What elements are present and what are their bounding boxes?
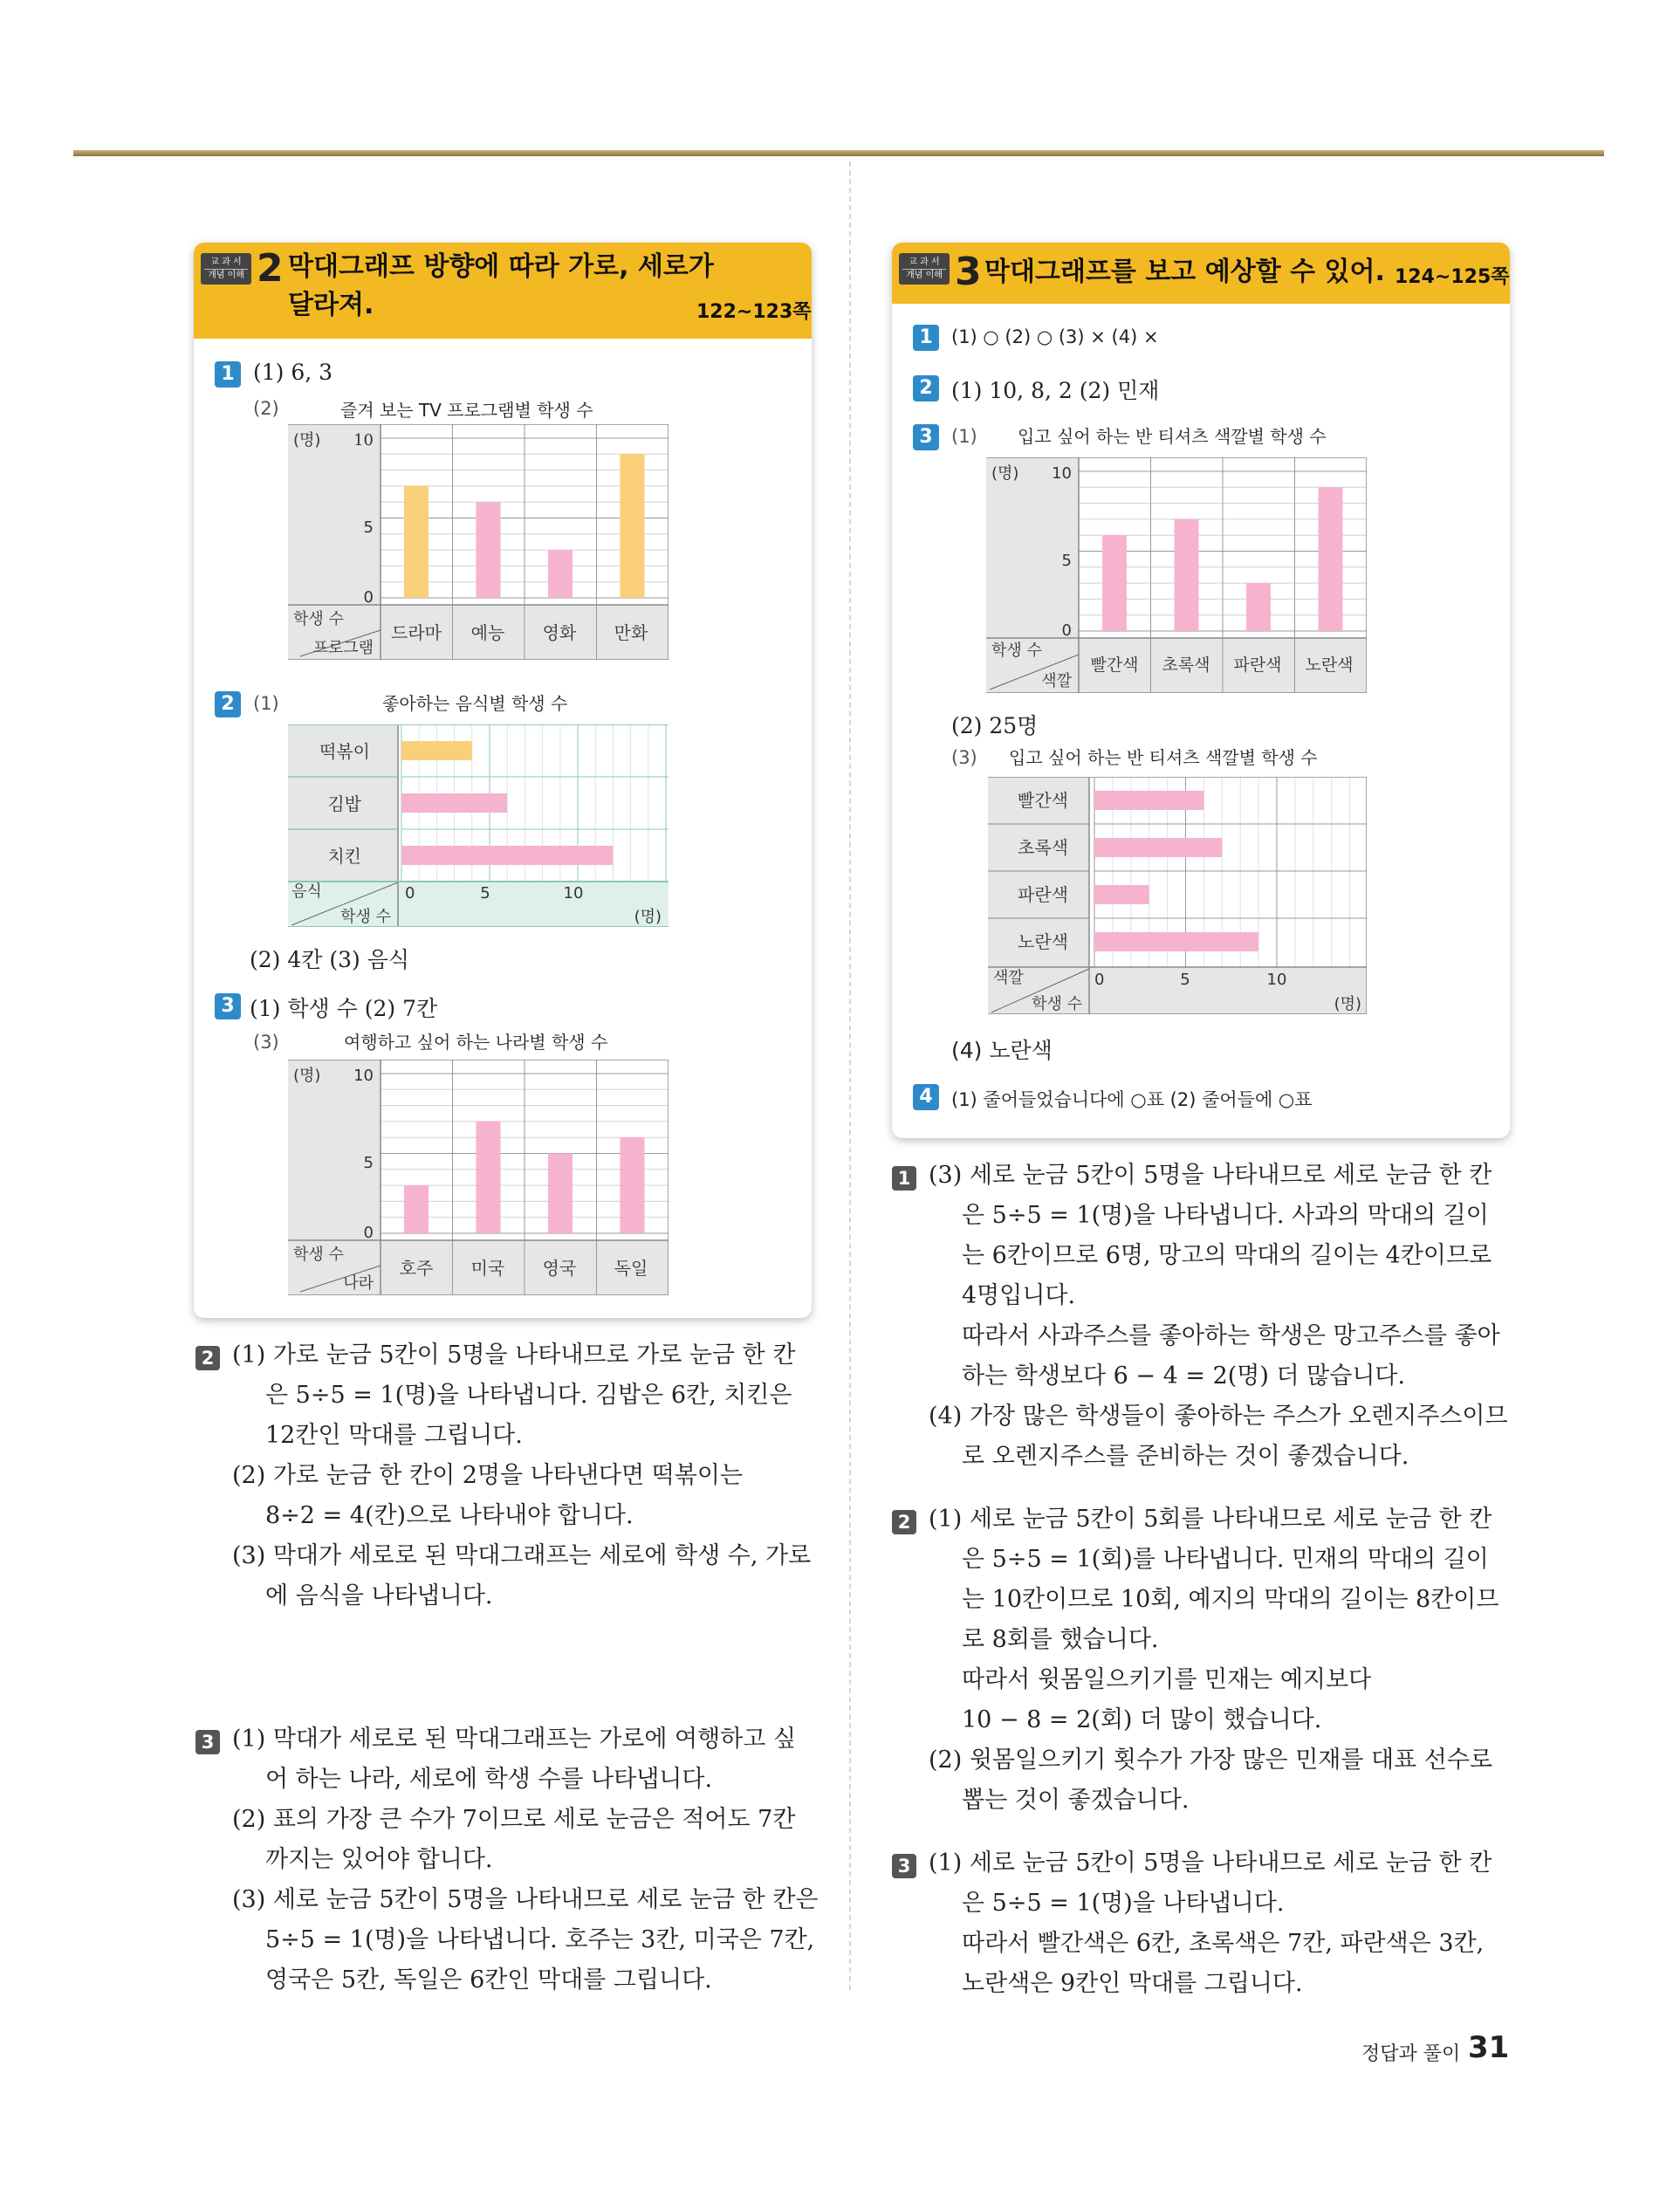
explanation-r1-line-3: 는 6칸이므로 6명, 망고의 막대의 길이는 4칸이므로: [962, 1242, 1492, 1269]
explanation-r2-line-7: (2) 윗몸일으키기 횟수가 가장 많은 민재를 대표 선수로: [929, 1747, 1493, 1774]
chart-travel-title: 여행하고 싶어 하는 나라별 학생 수: [344, 1032, 608, 1053]
question-1-badge: 1: [913, 325, 939, 351]
footer-label: 정답과 풀이: [1361, 2043, 1461, 2065]
question-3-badge: 3: [215, 993, 241, 1019]
q1-answer-1: (1) 6, 3: [253, 360, 333, 385]
explanation-r1-line-5: 따라서 사과주스를 좋아하는 학생은 망고주스를 좋아: [962, 1322, 1500, 1349]
bar-1: [477, 502, 501, 598]
shirt-h-cat-0: 빨간색: [1018, 790, 1068, 811]
explanation-r3-line-1: (1) 세로 눈금 5칸이 5명을 나타내므로 세로 눈금 한 칸: [929, 1850, 1492, 1877]
q2-answers: (1) 10, 8, 2 (2) 민재: [951, 378, 1160, 403]
badge-bottom-text: 개념 이해: [204, 269, 248, 281]
explanation-2-line-7: 에 음식을 나타냅니다.: [265, 1582, 493, 1609]
chart-food-title: 좋아하는 음식별 학생 수: [382, 693, 568, 714]
chart-food: [288, 724, 669, 927]
shirt-v-cat-1: 초록색: [1162, 655, 1210, 675]
question-3-badge: 3: [913, 424, 939, 450]
textbook-badge: [899, 253, 950, 285]
shirt-v-corner-bottom: 색깔: [1041, 672, 1072, 690]
chart-shirt-v-title: 입고 싶어 하는 반 티셔츠 색깔별 학생 수: [1018, 426, 1327, 447]
section-title-line1: 막대그래프 방향에 따라 가로, 세로가: [288, 251, 714, 282]
bar-0: [1102, 535, 1127, 631]
food-unit: (명): [634, 908, 662, 926]
q3-answer-2: (2) 25명: [951, 713, 1039, 738]
textbook-badge: [201, 253, 251, 285]
food-tick-5: 5: [480, 884, 490, 902]
explanation-r3-line-4: 노란색은 9칸인 막대를 그립니다.: [962, 1970, 1303, 1997]
shirt-v-cat-0: 빨간색: [1090, 655, 1139, 675]
chart-shirt-h-title: 입고 싶어 하는 반 티셔츠 색깔별 학생 수: [1009, 747, 1318, 768]
question-2-badge: 2: [913, 375, 939, 401]
explanation-r2-line-6: 10 − 8 = 2(회) 더 많이 했습니다.: [962, 1706, 1322, 1733]
explanation-r3-badge: 3: [892, 1854, 916, 1878]
explanation-3-line-3: (2) 표의 가장 큰 수가 7이므로 세로 눈금은 적어도 7칸: [232, 1806, 796, 1833]
shirt-h-corner-top: 색깔: [993, 969, 1024, 987]
bar-2: [1094, 885, 1149, 904]
bar-3: [1319, 487, 1343, 631]
food-tick-0: 0: [405, 884, 415, 902]
shirt-h-tick-0: 0: [1094, 971, 1105, 989]
tv-corner-top: 학생 수: [293, 610, 344, 628]
travel-tick-0: 0: [363, 1224, 374, 1242]
tv-tick-0: 0: [363, 588, 374, 607]
explanation-r2-line-8: 뽑는 것이 좋겠습니다.: [962, 1787, 1190, 1814]
shirt-h-cat-3: 노란색: [1018, 931, 1068, 952]
shirt-h-cat-1: 초록색: [1018, 837, 1068, 858]
chart-tv-title: 즐겨 보는 TV 프로그램별 학생 수: [340, 400, 593, 421]
chart-tv-programs: [288, 424, 669, 660]
food-corner-top: 음식: [291, 882, 322, 901]
shirt-h-unit: (명): [1334, 995, 1361, 1013]
bar-2: [548, 1154, 573, 1234]
question-1-badge: 1: [215, 361, 241, 388]
explanation-3-badge: 3: [195, 1730, 220, 1754]
tv-tick-10: 10: [353, 431, 374, 450]
bar-1: [401, 793, 507, 813]
shirt-v-corner-top: 학생 수: [991, 642, 1042, 660]
explanation-3-line-4: 까지는 있어야 합니다.: [265, 1846, 493, 1873]
explanation-r1-line-8: 로 오렌지주스를 준비하는 것이 좋겠습니다.: [962, 1443, 1409, 1470]
shirt-v-cat-2: 파란색: [1233, 655, 1282, 675]
bar-2: [1246, 583, 1271, 631]
food-corner-bottom: 학생 수: [340, 908, 391, 926]
section-title-line2: 달라져.: [288, 290, 374, 320]
tv-cat-2: 영화: [542, 622, 577, 643]
bar-0: [1094, 791, 1203, 810]
travel-cat-0: 호주: [399, 1258, 434, 1279]
right-answer-card: [892, 243, 1510, 1138]
section-pages: 124~125쪽: [1395, 266, 1510, 288]
top-rule: [73, 150, 1604, 156]
travel-corner-bottom: 나라: [343, 1274, 374, 1293]
section-number: 2: [257, 246, 284, 291]
explanation-r3-line-3: 따라서 빨간색은 6칸, 초록색은 7칸, 파란색은 3칸,: [962, 1930, 1485, 1957]
question-2-badge: 2: [215, 691, 241, 717]
travel-cat-3: 독일: [614, 1258, 648, 1279]
q3-answer-3-label: (3): [253, 1032, 279, 1053]
explanation-r2-line-1: (1) 세로 눈금 5칸이 5회를 나타내므로 세로 눈금 한 칸: [929, 1506, 1492, 1533]
explanation-r2-line-3: 는 10칸이므로 10회, 예지의 막대의 길이는 8칸이므: [962, 1586, 1499, 1613]
tv-unit-label: (명): [293, 431, 321, 450]
food-cat-0: 떡볶이: [319, 741, 370, 762]
food-tick-10: 10: [563, 884, 584, 902]
travel-corner-top: 학생 수: [293, 1246, 344, 1264]
explanation-r3-line-2: 은 5÷5 = 1(명)을 나타냅니다.: [962, 1890, 1285, 1917]
explanation-r1-line-2: 은 5÷5 = 1(명)을 나타냅니다. 사과의 막대의 길이: [962, 1202, 1489, 1229]
explanation-3-line-2: 어 하는 나라, 세로에 학생 수를 나타냅니다.: [265, 1766, 713, 1793]
explanation-r1-line-7: (4) 가장 많은 학생들이 좋아하는 주스가 오렌지주스이므: [929, 1403, 1508, 1430]
q2-answer-2-3: (2) 4칸 (3) 음식: [250, 947, 410, 972]
bar-3: [621, 454, 645, 598]
column-divider: [849, 161, 851, 1990]
explanation-2-line-2: 은 5÷5 = 1(명)을 나타냅니다. 김밥은 6칸, 치킨은: [265, 1382, 792, 1409]
travel-cat-1: 미국: [470, 1258, 505, 1279]
q2-answer-1-label: (1): [253, 693, 279, 714]
food-cat-1: 김밥: [327, 793, 361, 814]
shirt-v-unit: (명): [991, 464, 1019, 483]
bar-2: [548, 550, 573, 598]
shirt-h-corner-bottom: 학생 수: [1032, 995, 1082, 1013]
section-title: 막대그래프를 보고 예상할 수 있어.: [984, 257, 1385, 287]
q3-answer-1-label: (1): [951, 426, 977, 447]
shirt-h-tick-5: 5: [1180, 971, 1190, 989]
explanation-r1-line-1: (3) 세로 눈금 5칸이 5명을 나타내므로 세로 눈금 한 칸: [929, 1162, 1492, 1189]
explanation-2-line-3: 12칸인 막대를 그립니다.: [265, 1422, 523, 1449]
bar-3: [1094, 932, 1258, 951]
left-answer-card: [194, 243, 812, 1318]
explanation-3-line-6: 5÷5 = 1(명)을 나타냅니다. 호주는 3칸, 미국은 7칸,: [265, 1926, 815, 1953]
explanation-3-line-5: (3) 세로 눈금 5칸이 5명을 나타내므로 세로 눈금 한 칸은: [232, 1886, 819, 1913]
shirt-v-tick-10: 10: [1052, 464, 1072, 483]
q1-answers: (1) ○ (2) ○ (3) × (4) ×: [951, 326, 1159, 347]
explanation-3-line-1: (1) 막대가 세로로 된 막대그래프는 가로에 여행하고 싶: [232, 1726, 797, 1753]
page-number: 31: [1468, 2030, 1510, 2065]
tv-cat-0: 드라마: [391, 622, 442, 643]
shirt-v-cat-3: 노란색: [1305, 655, 1354, 675]
tv-cat-1: 예능: [470, 622, 505, 643]
explanation-2-line-6: (3) 막대가 세로로 된 막대그래프는 세로에 학생 수, 가로: [232, 1542, 812, 1569]
bar-0: [401, 741, 472, 760]
chart-shirt-horizontal: [988, 777, 1367, 1014]
bar-1: [477, 1122, 501, 1233]
bar-0: [404, 486, 429, 598]
badge-top-text: 교 과 서: [210, 257, 242, 267]
bar-1: [1094, 838, 1222, 857]
explanation-2-badge: 2: [195, 1346, 220, 1370]
explanation-r1-line-6: 하는 학생보다 6 − 4 = 2(명) 더 많습니다.: [962, 1362, 1406, 1390]
explanation-3-line-7: 영국은 5칸, 독일은 6칸인 막대를 그립니다.: [265, 1966, 712, 1994]
q3-answer-4: (4) 노란색: [951, 1038, 1053, 1063]
travel-tick-10: 10: [353, 1067, 374, 1085]
explanation-2-line-1: (1) 가로 눈금 5칸이 5명을 나타내므로 가로 눈금 한 칸: [232, 1342, 796, 1369]
bar-3: [621, 1137, 645, 1233]
question-4-badge: 4: [913, 1084, 939, 1110]
q4-answers: (1) 줄어들었습니다에 ○표 (2) 줄어들에 ○표: [951, 1089, 1313, 1110]
explanation-r1-line-4: 4명입니다.: [962, 1282, 1076, 1309]
travel-tick-5: 5: [363, 1154, 374, 1172]
explanation-2-line-5: 8÷2 = 4(칸)으로 나타내야 합니다.: [265, 1502, 634, 1529]
section-number: 3: [955, 250, 982, 294]
q3-answer-1-2: (1) 학생 수 (2) 7칸: [250, 996, 438, 1021]
explanation-r2-line-2: 은 5÷5 = 1(회)를 나타냅니다. 민재의 막대의 길이: [962, 1546, 1489, 1573]
shirt-h-cat-2: 파란색: [1018, 884, 1068, 905]
bar-2: [401, 846, 613, 865]
chart-travel: [288, 1060, 669, 1295]
food-cat-2: 치킨: [327, 846, 361, 867]
travel-unit-label: (명): [293, 1067, 321, 1085]
tv-cat-3: 만화: [614, 622, 648, 643]
q3-answer-3-label: (3): [951, 747, 977, 768]
tv-corner-bottom: 프로그램: [312, 639, 374, 657]
q1-answer-2-label: (2): [253, 398, 279, 419]
explanation-r2-line-5: 따라서 윗몸일으키기를 민재는 예지보다: [962, 1666, 1372, 1693]
tv-tick-5: 5: [363, 518, 374, 537]
shirt-v-tick-5: 5: [1061, 552, 1072, 570]
explanation-r2-badge: 2: [892, 1510, 916, 1534]
bar-0: [404, 1185, 429, 1233]
shirt-v-tick-0: 0: [1061, 621, 1072, 640]
explanation-2-line-4: (2) 가로 눈금 한 칸이 2명을 나타낸다면 떡볶이는: [232, 1462, 743, 1489]
travel-cat-2: 영국: [542, 1258, 577, 1279]
shirt-h-tick-10: 10: [1266, 971, 1287, 989]
badge-bottom-text: 개념 이해: [902, 269, 946, 281]
explanation-r1-badge: 1: [892, 1166, 916, 1191]
badge-top-text: 교 과 서: [909, 257, 940, 267]
explanation-r2-line-4: 로 8회를 했습니다.: [962, 1626, 1159, 1653]
section-pages: 122~123쪽: [696, 301, 812, 323]
bar-1: [1175, 519, 1199, 631]
chart-shirt-vertical: [986, 457, 1367, 693]
